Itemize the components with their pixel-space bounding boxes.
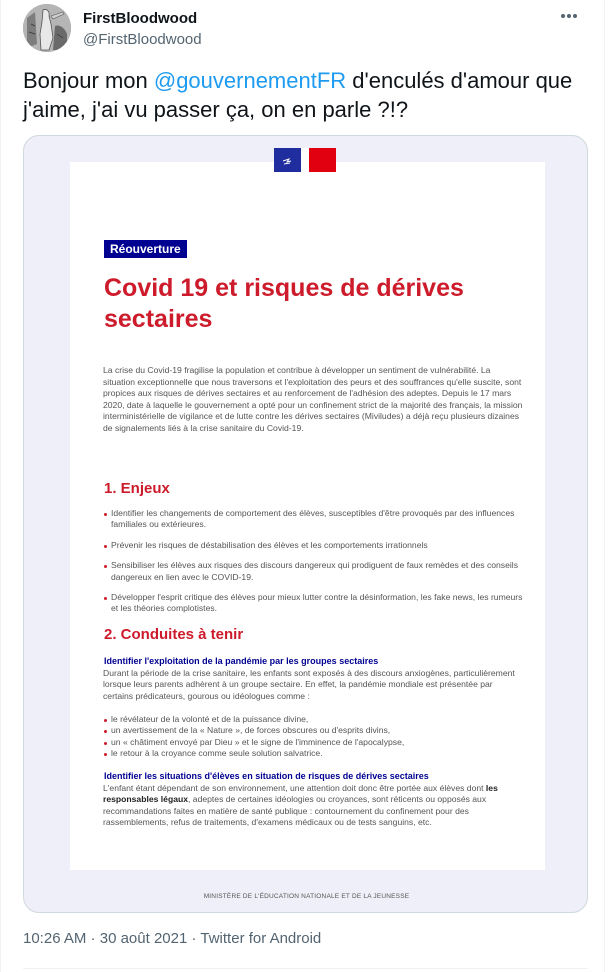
subsection-text: L'enfant étant dépendant de son environnement, une attention doit donc être portée aux élèves dont les responsables légaux, adeptes de certaines idéologies ou croyances, sont réticents ou opposés aux recommandations faites en matière de santé publique : contournement du confinement pour des rassemblements, refus de traitements, d'examens médicaux ou de tests sanguins, etc. [103,783,498,828]
more-options-button[interactable] [557,6,581,26]
tweet-time[interactable]: 10:26 AM [23,930,87,947]
list-item: un « châtiment envoyé par Dieu » et le signe de l'imminence de l'apocalypse, [103,737,523,748]
list-item: le retour à la croyance comme seule solution salvatrice. [103,748,523,759]
section-enjeux-heading: 1. Enjeux [104,480,170,497]
list-item: Développer l'esprit critique des élèves pour mieux lutter contre la désinformation, les fake news, les rumeurs et les théories complotistes. [103,592,523,615]
tweet-text-part: Bonjour mon [23,68,154,93]
mention-link[interactable]: @gouvernementFR [153,68,347,93]
subsection-text: Durant la période de la crise sanitaire, les enfants sont exposés à des discours anxiogènes, particulièrement lorsque leurs parents adhèrent à un groupe sectaire. En effet, la pandémie mondiale est présentée par certains prédicateurs, gourous ou idéologues comme : [103,668,515,701]
more-options-icon [561,14,565,18]
section-conduites-heading: 2. Conduites à tenir [104,626,244,643]
more-options-icon [573,14,577,18]
tweet-source[interactable]: Twitter for Android [200,930,322,947]
enjeux-list [103,508,523,624]
list-item: Identifier les changements de comportement des élèves, susceptibles d'être provoqués par des influences familiales ou extérieures. [103,508,523,531]
author-handle[interactable]: @FirstBloodwood [83,31,202,48]
ministry-footer: MINISTÈRE DE L'ÉDUCATION NATIONALE ET DE LA JEUNESSE [203,893,410,900]
document-intro: La crise du Covid-19 fragilise la population et contribue à développer un sentiment de vulnérabilité. La situation exceptionnelle que nous traversons et l'exploitation des peurs et des souffrances qu'elle suscite, sont propices aux risques de dérives sectaires et au renforcement de l'adhésion des adeptes. Depuis le 17 mars 2020, date à laquelle le gouvernement a opté pour un confinement strict de la majorité des français, la mission interministérielle de vigilance et de lutte contre les dérives sectaires (Miviludes) a déjà reçu plusieurs dizaines de signalements liés à la crise sanitaire du Covid-19. [103,365,523,433]
author-display-name[interactable]: FirstBloodwood [83,10,198,27]
list-item: le révélateur de la volonté et de la puissance divine, [103,714,523,725]
avatar-engraving-icon [23,4,71,52]
divider [23,968,588,969]
tweet-text [23,66,588,124]
subsection-heading: Identifier les situations d'élèves en situation de risques de dérives sectaires [104,771,429,781]
more-options-icon [567,14,571,18]
document-title: Covid 19 et risques de dérives sectaires [104,274,464,333]
pandemic-claims-list [103,714,523,760]
list-item: Prévenir les risques de déstabilisation des élèves et les comportements irrationnels [103,540,523,551]
list-item: un avertissement de la « Nature », de forces obscures ou d'esprits divins, [103,725,523,736]
marianne-logo-icon [274,148,336,172]
tweet-metadata: 10:26 AM · 30 août 2021 · Twitter for Android [23,930,322,947]
emphasis-text: les responsables légaux [103,783,498,805]
tweet-header [23,4,583,56]
tweet-text-part: d'enculés d'amour que j'aime, j'ai vu passer ça, on en parle ?!? [23,68,573,122]
reopening-tag: Réouverture [104,240,187,258]
tweet-date[interactable]: 30 août 2021 [99,930,188,947]
tweet-image[interactable] [23,135,588,913]
list-item: Sensibiliser les élèves aux risques des discours dangereux qui prodiguent de faux remèdes et des conseils dangereux en lien avec le COVID-19. [103,560,523,583]
avatar[interactable] [23,4,71,52]
subsection-heading: Identifier l'exploitation de la pandémie par les groupes sectaires [104,656,379,666]
